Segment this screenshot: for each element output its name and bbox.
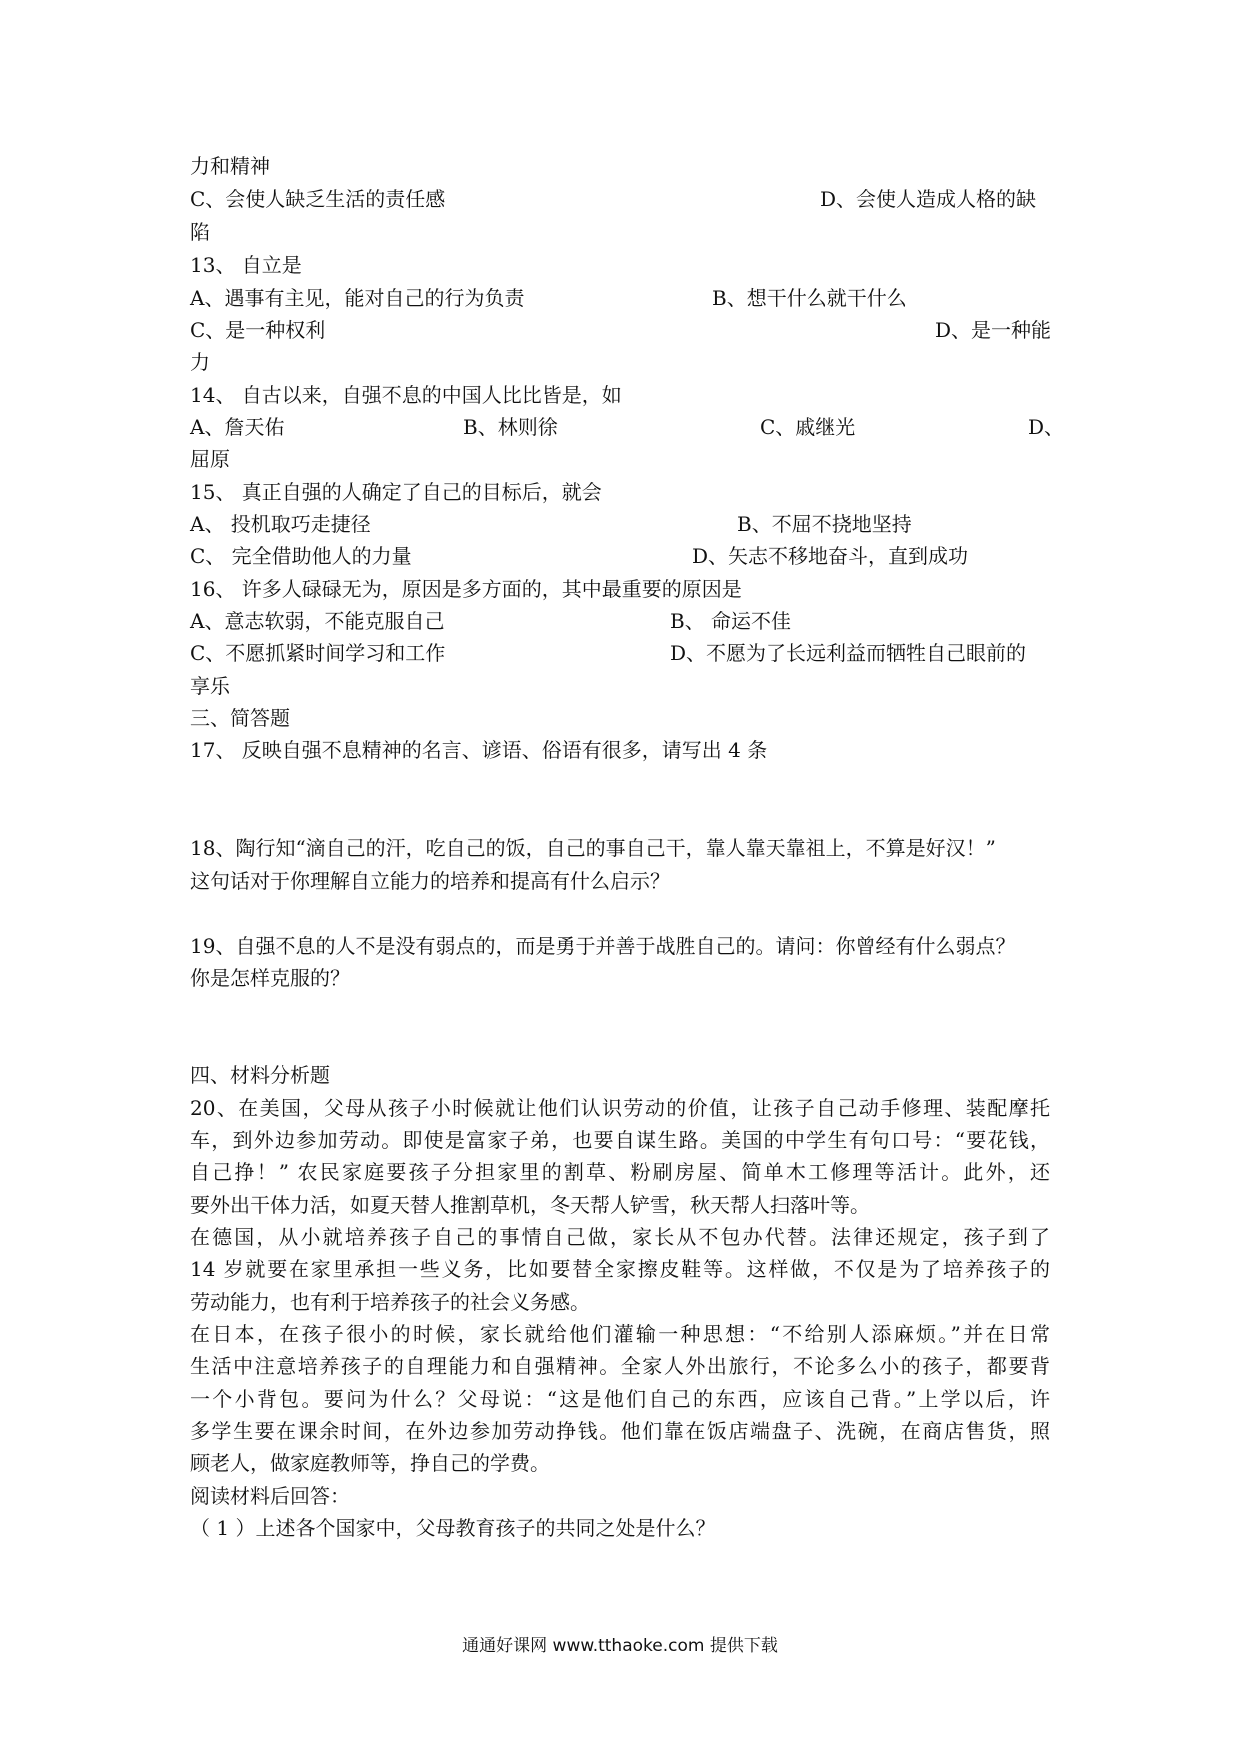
q16-option-c: C、不愿抓紧时间学习和工作 — [190, 641, 446, 665]
q20-paragraph-2-line-1: 在德国，从小就培养孩子自己的事情自己做，家长从不包办代替。法律还规定，孩子到了 — [190, 1225, 1050, 1249]
q14-option-d-continuation: 屈原 — [190, 447, 230, 471]
q15-option-a: A、 投机取巧走捷径 — [190, 512, 371, 536]
q12-option-d-continuation: 陷 — [190, 220, 210, 244]
q15-option-c: C、 完全借助他人的力量 — [190, 544, 412, 568]
q13-option-c: C、是一种权利 — [190, 318, 326, 342]
q14-option-d: D、 — [1028, 415, 1065, 439]
section-heading-material-analysis: 四、材料分析题 — [190, 1063, 330, 1087]
q16-option-b: B、 命运不佳 — [670, 609, 792, 633]
q16-option-d-continuation: 享乐 — [190, 674, 230, 698]
q19-line-2: 你是怎样克服的？ — [190, 966, 350, 990]
q20-paragraph-1-line-4: 要外出干体力活，如夏天替人推割草机，冬天帮人铲雪，秋天帮人扫落叶等。 — [190, 1193, 870, 1217]
q13-option-d: D、是一种能 — [935, 318, 1052, 342]
q13-option-b: B、想干什么就干什么 — [712, 286, 907, 310]
q13-stem: 13、 自立是 — [190, 253, 302, 277]
q20-paragraph-1-line-1: 20、在美国，父母从孩子小时候就让他们认识劳动的价值，让孩子自己动手修理、装配摩托 — [190, 1096, 1050, 1120]
q20-paragraph-3-line-1: 在日本，在孩子很小的时候，家长就给他们灌输一种思想：“不给别人添麻烦。”并在日常 — [190, 1322, 1050, 1346]
q18-line-2: 这句话对于你理解自立能力的培养和提高有什么启示？ — [190, 869, 670, 893]
q16-option-d: D、不愿为了长远利益而牺牲自己眼前的 — [670, 641, 1027, 665]
q12-option-c: C、会使人缺乏生活的责任感 — [190, 187, 446, 211]
q14-stem: 14、 自古以来，自强不息的中国人比比皆是，如 — [190, 383, 622, 407]
q15-option-b: B、不屈不挠地坚持 — [737, 512, 912, 536]
q20-paragraph-3-line-3: 一个小背包。要问为什么？父母说：“这是他们自己的东西，应该自己背。”上学以后，许 — [190, 1387, 1050, 1411]
q20-paragraph-2-line-2: 14 岁就要在家里承担一些义务，比如要替全家擦皮鞋等。这样做，不仅是为了培养孩子的 — [190, 1257, 1050, 1281]
q13-option-d-continuation: 力 — [190, 350, 210, 374]
q14-option-a: A、詹天佑 — [190, 415, 285, 439]
q14-option-c: C、戚继光 — [760, 415, 856, 439]
q20-paragraph-3-line-4: 多学生要在课余时间，在外边参加劳动挣钱。他们靠在饭店端盘子、洗碗，在商店售货，照 — [190, 1419, 1050, 1443]
q20-subquestion-1: （ 1 ）上述各个国家中，父母教育孩子的共同之处是什么？ — [190, 1516, 716, 1540]
q12-option-d: D、会使人造成人格的缺 — [820, 187, 1037, 211]
q12-option-b-continuation: 力和精神 — [190, 154, 270, 178]
q13-option-a: A、遇事有主见，能对自己的行为负责 — [190, 286, 525, 310]
q20-paragraph-3-line-5: 顾老人，做家庭教师等，挣自己的学费。 — [190, 1451, 550, 1475]
q18-line-1: 18、陶行知“滴自己的汗，吃自己的饭，自己的事自己干，靠人靠天靠祖上，不算是好汉！” — [190, 836, 996, 860]
q17-text: 17、 反映自强不息精神的名言、谚语、俗语有很多，请写出 4 条 — [190, 738, 768, 762]
q16-stem: 16、 许多人碌碌无为，原因是多方面的，其中最重要的原因是 — [190, 577, 742, 601]
q14-option-b: B、林则徐 — [463, 415, 558, 439]
q16-option-a: A、意志软弱，不能克服自己 — [190, 609, 445, 633]
q20-paragraph-1-line-2: 车，到外边参加劳动。即使是富家子弟，也要自谋生路。美国的中学生有句口号：“要花钱， — [190, 1128, 1050, 1152]
q15-option-d: D、矢志不移地奋斗，直到成功 — [692, 544, 969, 568]
q19-line-1: 19、自强不息的人不是没有弱点的，而是勇于并善于战胜自己的。请问：你曾经有什么弱点？ — [190, 934, 1016, 958]
section-heading-short-answer: 三、简答题 — [190, 706, 290, 730]
q20-paragraph-2-line-3: 劳动能力，也有利于培养孩子的社会义务感。 — [190, 1290, 590, 1314]
page-footer: 通通好课网 www.tthaoke.com 提供下载 — [462, 1636, 778, 1656]
q15-stem: 15、 真正自强的人确定了自己的目标后，就会 — [190, 480, 602, 504]
q20-prompt: 阅读材料后回答： — [190, 1484, 350, 1508]
q20-paragraph-3-line-2: 生活中注意培养孩子的自理能力和自强精神。全家人外出旅行，不论多么小的孩子，都要背 — [190, 1354, 1050, 1378]
q20-paragraph-1-line-3: 自己挣！” 农民家庭要孩子分担家里的割草、粉刷房屋、简单木工修理等活计。此外，还 — [190, 1160, 1050, 1184]
